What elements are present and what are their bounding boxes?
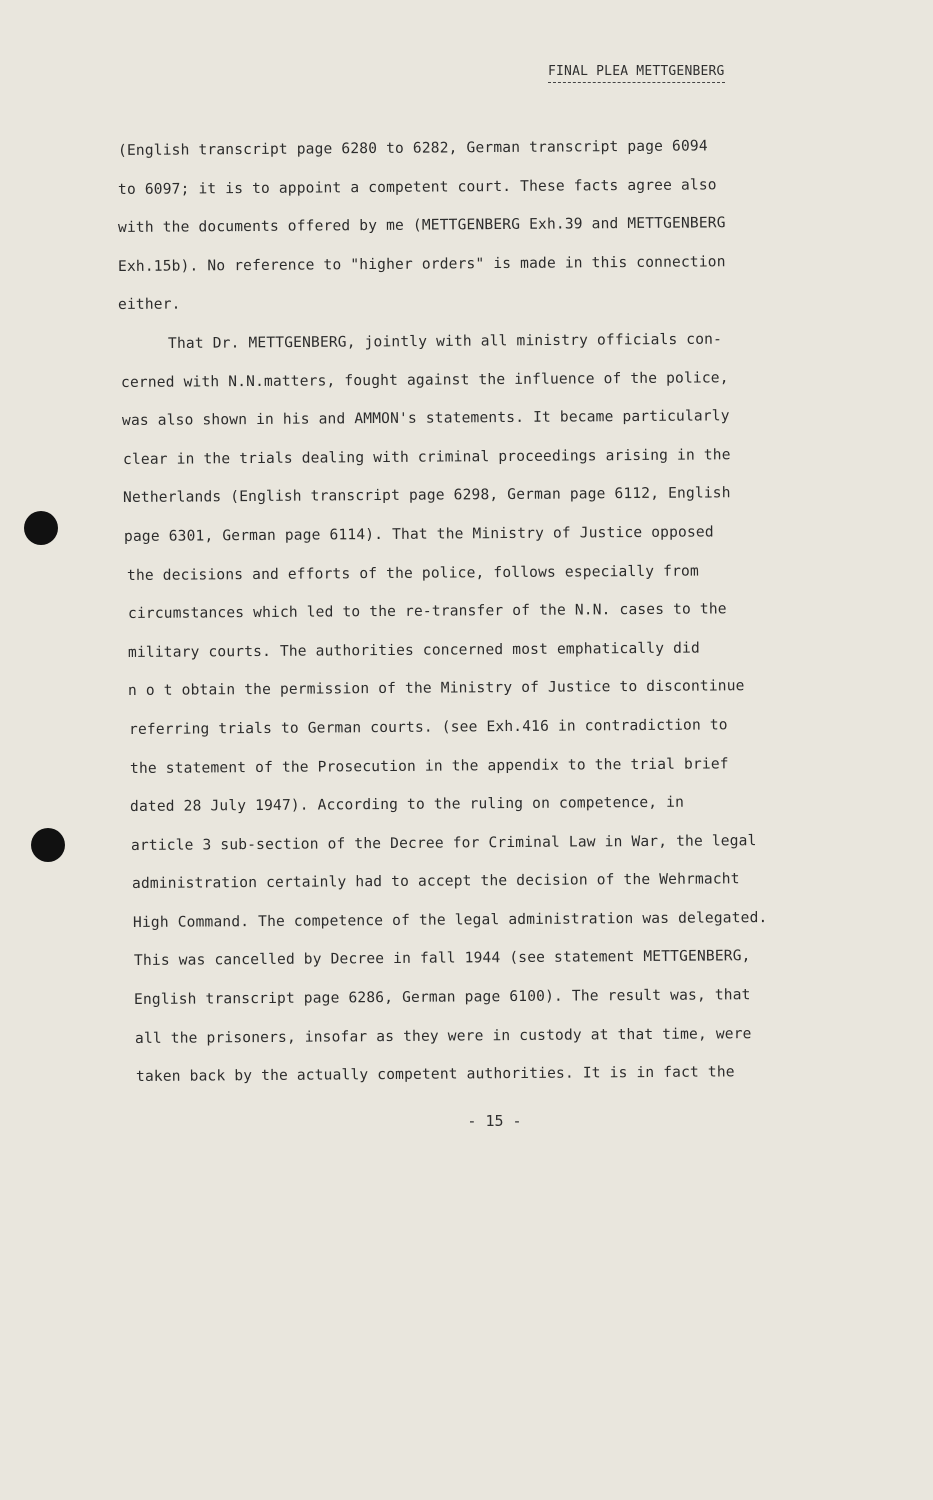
text-line: circumstances which led to the re-transfer of the N.N. cases to the: [127, 600, 727, 623]
page-header: FINAL PLEA METTGENBERG: [548, 64, 725, 83]
text-line: administration certainly had to accept the decision of the Wehrmacht: [131, 870, 740, 893]
text-line: article 3 sub-section of the Decree for Criminal Law in War, the legal: [130, 831, 757, 854]
text-line: with the documents offered by me (METTGENBERG Exh.39 and METTGENBERG: [117, 214, 726, 237]
text-line: military courts. The authorities concerned most emphatically did: [127, 639, 700, 661]
text-line: cerned with N.N.matters, fought against the influence of the police,: [120, 368, 729, 391]
text-line: dated 28 July 1947). According to the ruling on competence, in: [129, 793, 685, 816]
text-line: either.: [117, 295, 181, 314]
text-line: That Dr. METTGENBERG, jointly with all ministry officials con-: [167, 330, 723, 352]
body-text: [118, 132, 818, 1097]
text-line: English transcript page 6286, German page 6100). The result was, that: [133, 986, 751, 1009]
text-line: was also shown in his and AMMON's statements. It became particularly: [121, 407, 730, 430]
text-line: n o t obtain the permission of the Ministry of Justice to discontinue: [127, 677, 745, 700]
punch-hole-lower: [31, 828, 65, 862]
text-line: High Command. The competence of the legal administration was delegated.: [132, 908, 768, 931]
text-line: This was cancelled by Decree in fall 1944 (see statement METTGENBERG,: [133, 947, 751, 970]
text-line: clear in the trials dealing with criminal proceedings arising in the: [122, 445, 731, 468]
punch-hole-upper: [24, 511, 58, 545]
text-line: page 6301, German page 6114). That the Ministry of Justice opposed: [123, 523, 714, 545]
text-line: referring trials to German courts. (see Exh.416 in contradiction to: [128, 716, 728, 738]
text-line: Exh.15b). No reference to "higher orders" is made in this connection: [117, 253, 726, 275]
page-number: [0, 1112, 933, 1130]
text-line: the decisions and efforts of the police, follows especially from: [126, 562, 699, 584]
text-line: the statement of the Prosecution in the appendix to the trial brief: [129, 754, 729, 777]
text-line: to 6097; it is to appoint a competent court. These facts agree also: [117, 175, 717, 198]
text-line: Netherlands (English transcript page 6298, German page 6112, English: [122, 484, 731, 507]
text-line: (English transcript page 6280 to 6282, German transcript page 6094: [117, 137, 708, 159]
text-line: all the prisoners, insofar as they were in custody at that time, were: [134, 1024, 752, 1047]
page-number-text: - 15 -: [467, 1112, 522, 1130]
text-line: taken back by the actually competent authorities. It is in fact the: [135, 1063, 735, 1086]
